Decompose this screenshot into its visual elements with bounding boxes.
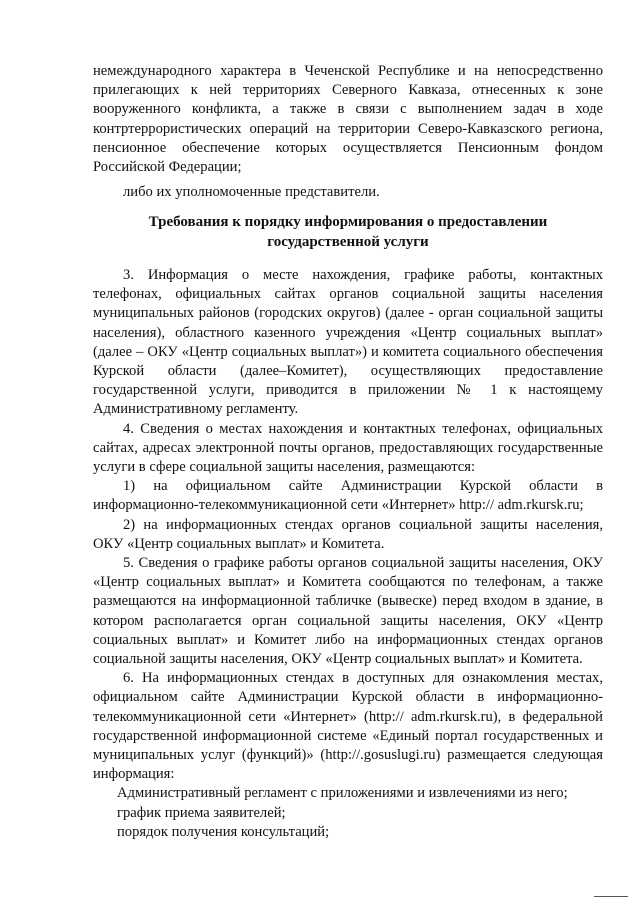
paragraph-5: 5. Сведения о графике работы органов социальной защиты населения, ОКУ «Центр социальных выплат» и Комитета сообщаются по телефонам, а также размещаются на информационной табличке (вывеске) перед входом в здание, в котором располагается орган социальной защиты населения, ОКУ «Центр социальных выплат» и Комитет либо на информационных стендах органов социальной защиты населения, ОКУ «Центр социальных выплат» и Комитета.: [93, 555, 603, 668]
info-list-item-3: порядок получения консультаций;: [117, 823, 330, 840]
paragraph-4-item-2: 2) на информационных стендах органов социальной защиты населения, ОКУ «Центр социальных выплат» и Комитета.: [93, 516, 603, 552]
body-section: [93, 266, 603, 842]
paragraph-3: 3. Информация о месте нахождения, графике работы, контактных телефонах, официальных сайтах органов социальной защиты населения муниципальных районов (городских округов) (далее - орган социальной защиты населения), областного казенного учреждения «Центр социальных выплат» (далее – ОКУ «Центр социальных выплат») и комитета социального обеспечения Курской области (далее–Комитет), осуществляющих предоставление государственной услуги, приводится в приложении № 1 к настоящему Административному регламенту.: [93, 267, 603, 418]
info-list-item-1: Административный регламент с приложениями и извлечениями из него;: [117, 785, 568, 802]
page-edge-mark: [594, 896, 628, 897]
paragraph-6: 6. На информационных стендах в доступных для ознакомления местах, официальном сайте Администрации Курской области в информационно-телекоммуникационной сети «Интернет» (http:// adm.rkursk.ru), в федеральной государственной информационной системе «Единый портал государственных и муниципальных услуг (функций)» (http://.gosuslugi.ru) размещается следующая информация:: [93, 670, 603, 783]
paragraph-4-item-1: 1) на официальном сайте Администрации Курской области в информационно-телекоммуникационной сети «Интернет» http:// adm.rkursk.ru;: [93, 478, 603, 514]
heading-line-2: государственной услуги: [267, 234, 429, 250]
intro-paragraph: немеждународного характера в Чеченской Республике и на непосредственно прилегающих к ней территориях Северного Кавказа, отнесенных к зоне вооруженного конфликта, а также в связи с выполнением задач в ходе контртеррористических операций на территории Северо-Кавказского региона, пенсионное обеспечение которых осуществляется Пенсионным фондом Российской Федерации;: [93, 63, 603, 176]
info-list-item-2: график приема заявителей;: [117, 804, 286, 821]
intro-representatives-line: либо их уполномоченные представители.: [123, 184, 380, 201]
section-heading: [93, 212, 603, 252]
heading-line-1: Требования к порядку информирования о предоставлении: [148, 214, 548, 230]
intro-section: [93, 62, 603, 202]
paragraph-4: 4. Сведения о местах нахождения и контактных телефонах, официальных сайтах, адресах электронной почты органов, предоставляющих государственные услуги в сфере социальной защиты населения, размещаются:: [93, 420, 603, 476]
